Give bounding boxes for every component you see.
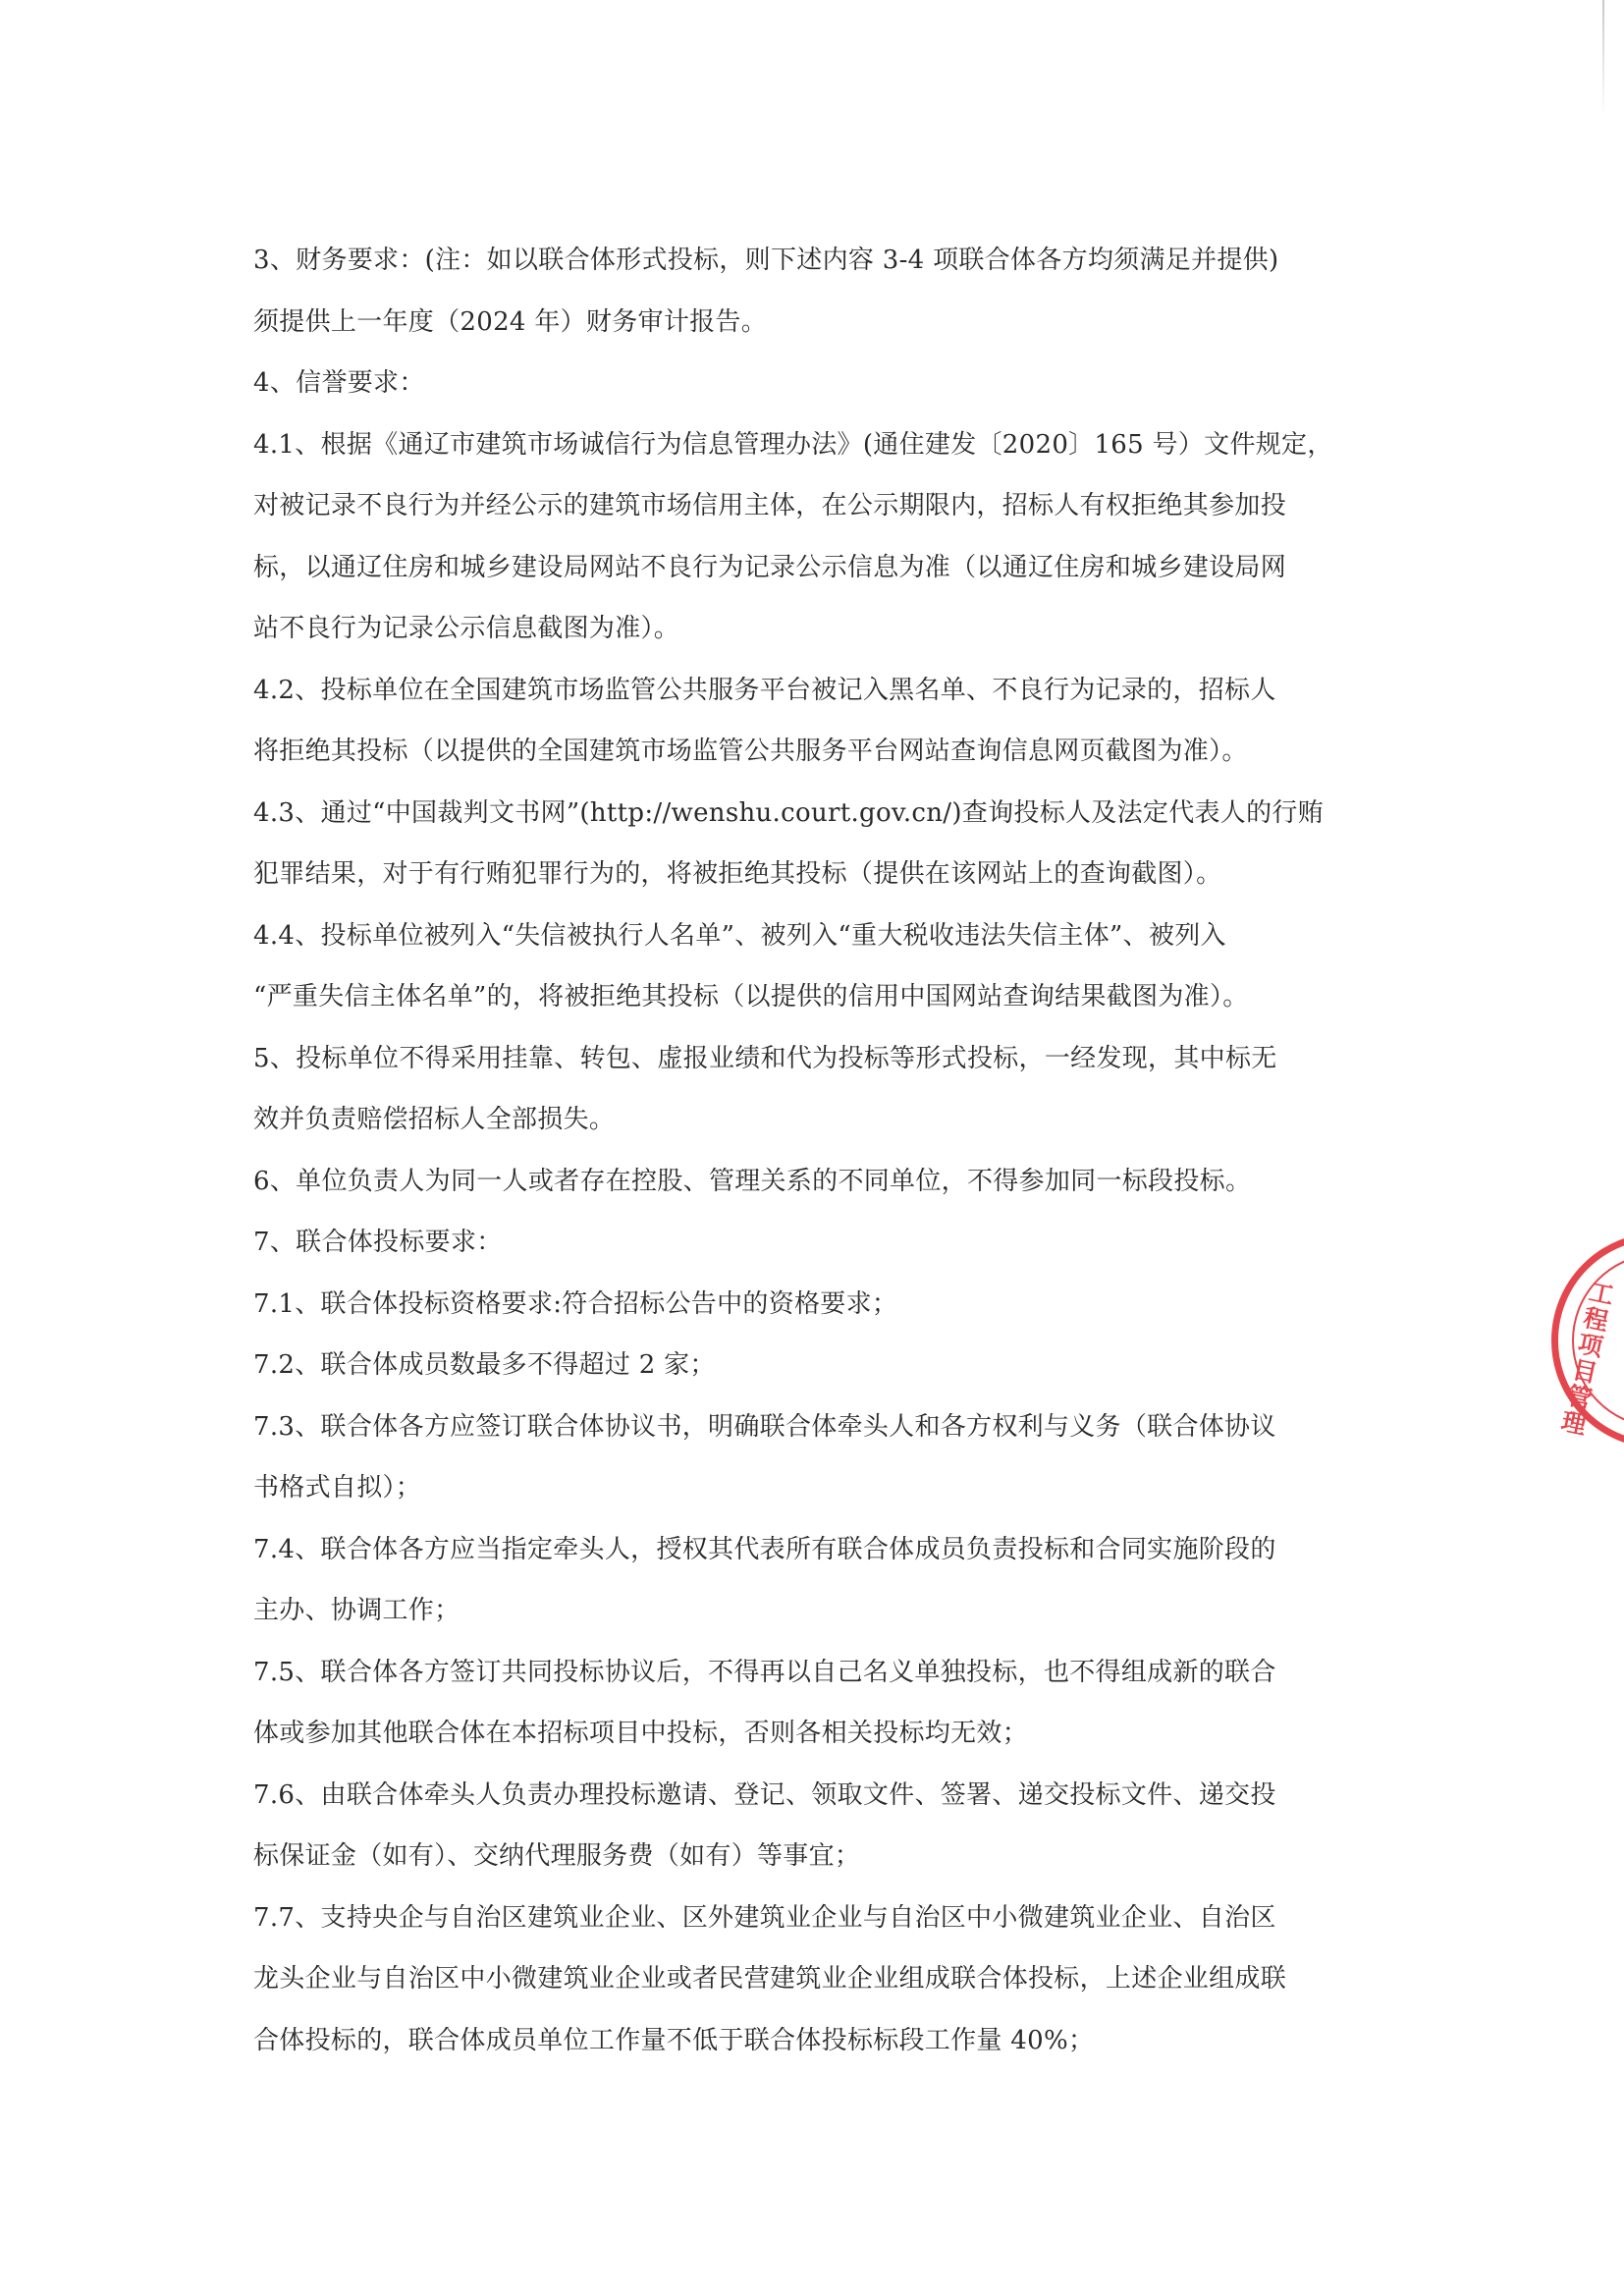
- text-line: 7、联合体投标要求：: [253, 1228, 503, 1257]
- text-line: 4.2、投标单位在全国建筑市场监管公共服务平台被记入黑名单、不良行为记录的，招标人: [253, 675, 1276, 705]
- text-line: 7.6、由联合体牵头人负责办理投标邀请、登记、领取文件、签署、递交投标文件、递交投: [253, 1779, 1276, 1810]
- text-line: 对被记录不良行为并经公示的建筑市场信用主体，在公示期限内，招标人有权拒绝其参加投: [253, 491, 1287, 520]
- text-line: 效并负责赔偿招标人全部损失。: [253, 1105, 616, 1134]
- scan-edge: [1602, 0, 1604, 118]
- text-line: 4.3、通过“中国裁判文书网”(http://wenshu.court.gov.cn/)查询投标人及法定代表人的行贿: [253, 797, 1325, 828]
- text-line: 龙头企业与自治区中小微建筑业企业或者民营建筑业企业组成联合体投标，上述企业组成联: [253, 1964, 1287, 1994]
- text-line: 7.1、联合体投标资格要求:符合招标公告中的资格要求；: [253, 1288, 898, 1319]
- text-line: 站不良行为记录公示信息截图为准）。: [253, 614, 680, 643]
- text-line: 书格式自拟）；: [253, 1473, 422, 1503]
- text-line: 4.4、投标单位被列入“失信被执行人名单”、被列入“重大税收违法失信主体”、被列入: [253, 920, 1226, 951]
- document-body: [253, 230, 1343, 2071]
- text-line: 犯罪结果，对于有行贿犯罪行为的，将被拒绝其投标（提供在该网站上的查询截图）。: [253, 859, 1222, 889]
- text-line: 5、投标单位不得采用挂靠、转包、虚报业绩和代为投标等形式投标，一经发现，其中标无: [253, 1043, 1277, 1073]
- seal-text: 工程项目管理: [1555, 1277, 1617, 1440]
- text-line: 7.3、联合体各方应签订联合体协议书，明确联合体牵头人和各方权利与义务（联合体协议: [253, 1411, 1276, 1442]
- text-line: 体或参加其他联合体在本招标项目中投标，否则各相关投标均无效；: [253, 1719, 1029, 1748]
- text-line: 标保证金（如有）、交纳代理服务费（如有）等事宜；: [253, 1841, 861, 1871]
- text-line: 7.5、联合体各方签订共同投标协议后，不得再以自己名义单独投标，也不得组成新的联合: [253, 1657, 1276, 1687]
- text-line: 主办、协调工作；: [253, 1596, 460, 1625]
- text-line: 4.1、根据《通辽市建筑市场诚信行为信息管理办法》(通住建发〔2020〕165 号）文件规定，: [253, 429, 1333, 460]
- text-line: 标，以通辽住房和城乡建设局网站不良行为记录公示信息为准（以通辽住房和城乡建设局网: [253, 552, 1287, 582]
- text-line: 7.7、支持央企与自治区建筑业企业、区外建筑业企业与自治区中小微建筑业企业、自治区: [253, 1902, 1276, 1933]
- text-line: 须提供上一年度（2024 年）财务审计报告。: [253, 306, 768, 337]
- text-line: 7.4、联合体各方应当指定牵头人，授权其代表所有联合体成员负责投标和合同实施阶段的: [253, 1534, 1276, 1564]
- text-line: 4、信誉要求：: [253, 368, 425, 398]
- text-line: “严重失信主体名单”的，将被拒绝其投标（以提供的信用中国网站查询结果截图为准）。: [253, 982, 1249, 1011]
- text-line: 7.2、联合体成员数最多不得超过 2 家；: [253, 1350, 716, 1380]
- official-seal: [1551, 1232, 1624, 1449]
- text-line: 合体投标的，联合体成员单位工作量不低于联合体投标标段工作量 40%；: [253, 2025, 1095, 2055]
- text-line: 3、财务要求：(注：如以联合体形式投标，则下述内容 3-4 项联合体各方均须满足并提供): [253, 246, 1279, 275]
- text-line: 6、单位负责人为同一人或者存在控股、管理关系的不同单位，不得参加同一标段投标。: [253, 1166, 1252, 1196]
- text-line: 将拒绝其投标（以提供的全国建筑市场监管公共服务平台网站查询信息网页截图为准）。: [253, 737, 1248, 766]
